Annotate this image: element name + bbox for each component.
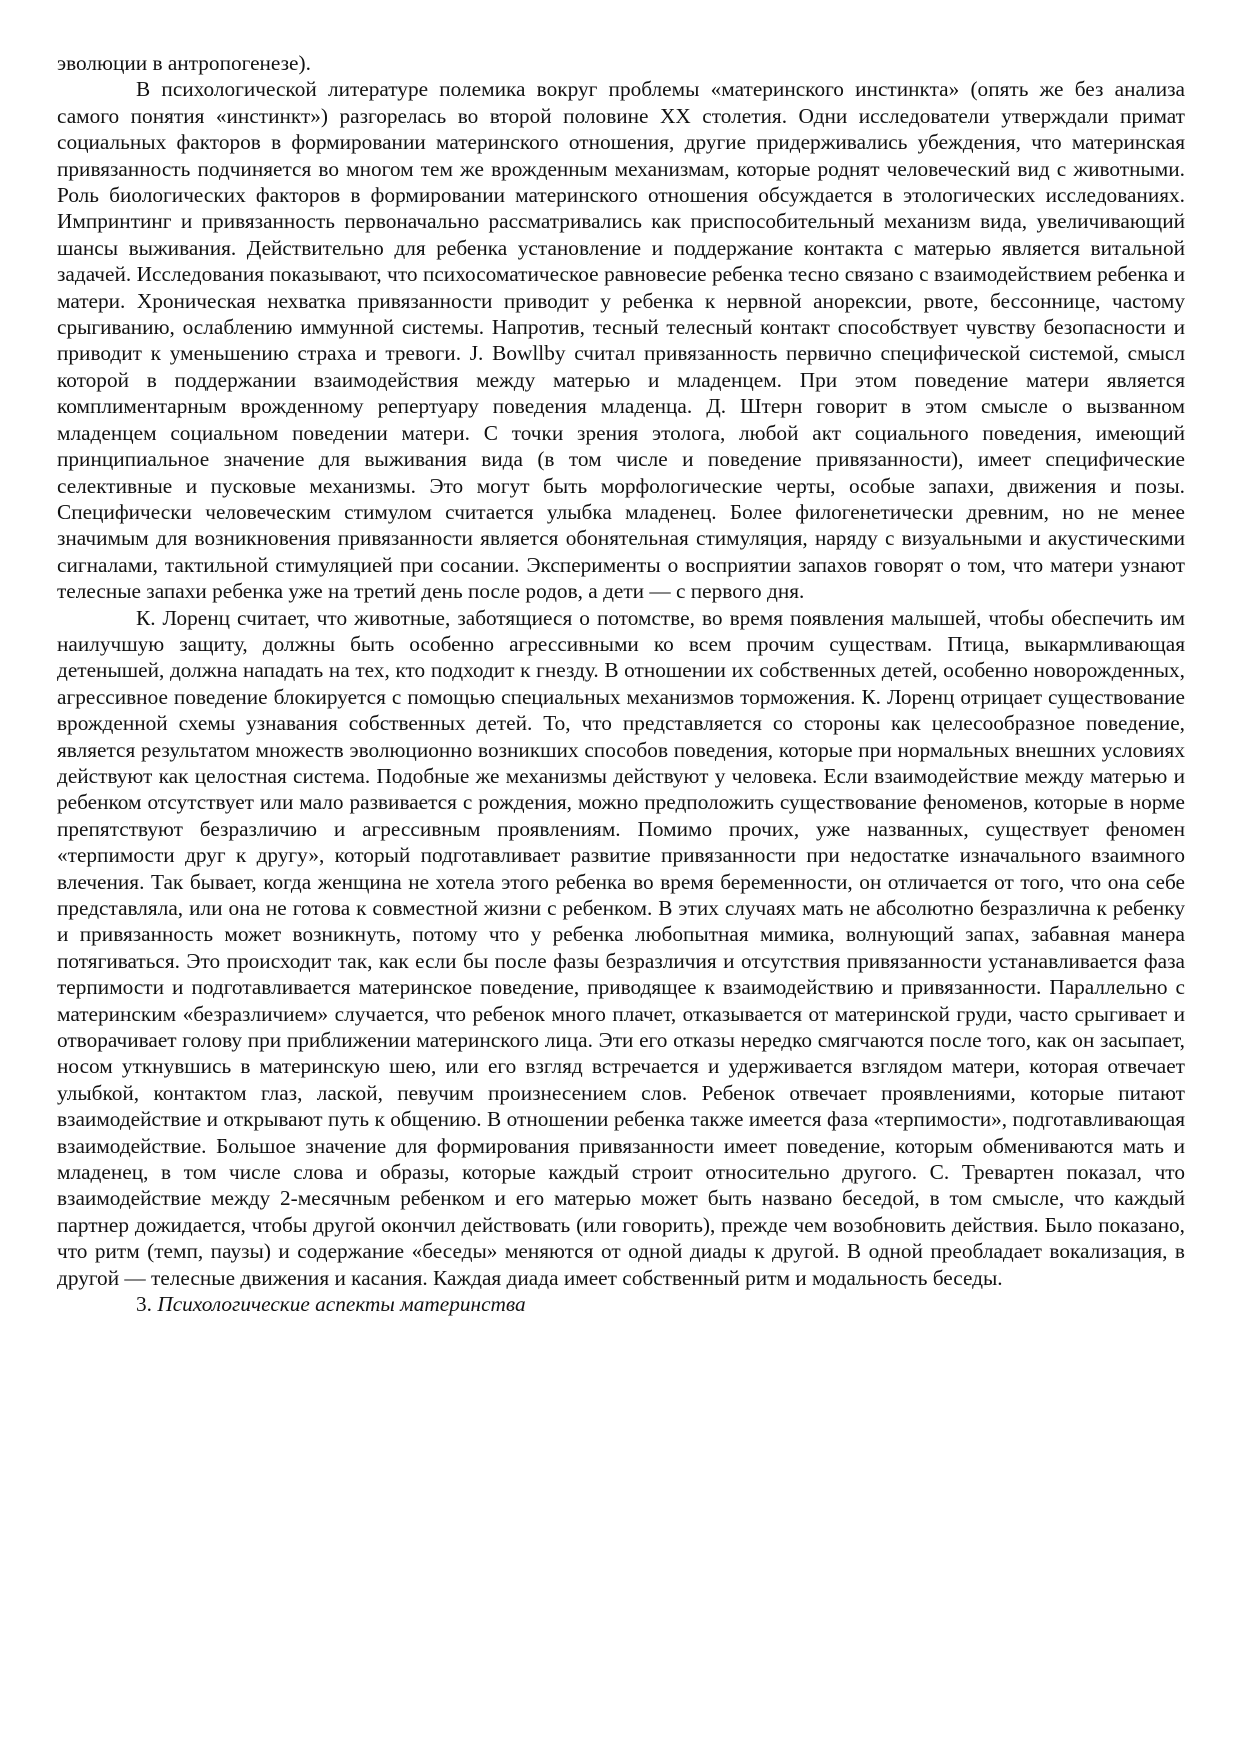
section-heading — [57, 1291, 1185, 1317]
section-number: 3. — [136, 1292, 152, 1317]
document-body — [57, 50, 1185, 1318]
paragraph-2: В психологической литературе полемика вокруг проблемы «материнского инстинкта» (опять же без анализа самого понятия «инстинкт») разгорелась во второй половине XX столетия. Одни исследователи утверждали примат социальных факторов в формировании материнского отношения, другие придерживались убеждения, что материнская привязанность подчиняется во многом тем же врожденным механизмам, которые роднят человеческий вид с животными. Роль биологических факторов в формировании материнского отношения обсуждается в этологических исследованиях. Импринтинг и привязанность первоначально рассматривались как приспособительный механизм вида, увеличивающий шансы выживания. Действительно для ребенка установление и поддержание контакта с матерью является витальной задачей. Исследования показывают, что психосоматическое равновесие ребенка тесно связано с взаимодействием ребенка и матери. Хроническая нехватка привязанности приводит у ребенка к нервной анорексии, рвоте, бессоннице, частому срыгиванию, ослаблению иммунной системы. Напротив, тесный телесный контакт способствует чувству безопасности и приводит к уменьшению страха и тревоги. J. Bowllby считал привязанность первично специфической системой, смысл которой в поддержании взаимодействия между матерью и младенцем. При этом поведение матери является комплиментарным врожденному репертуару поведения младенца. Д. Штерн говорит в этом смысле о вызванном младенцем социальном поведении матери. С точки зрения этолога, любой акт социального поведения, имеющий принципиальное значение для выживания вида (в том числе и поведение привязанности), имеет специфические селективные и пусковые механизмы. Это могут быть морфологические черты, особые запахи, движения и позы. Специфически человеческим стимулом считается улыбка младенец. Более филогенетически древним, но не менее значимым для возникновения привязанности является обонятельная стимуляция, наряду с визуальными и акустическими сигналами, тактильной стимуляцией при сосании. Эксперименты о восприятии запахов говорят о том, что матери узнают телесные запахи ребенка уже на третий день после родов, а дети — с первого дня. — [57, 77, 1185, 604]
section-title: Психологические аспекты материнства — [157, 1292, 526, 1317]
paragraph-1: эволюции в антропогенезе). — [57, 51, 311, 75]
paragraph-3: К. Лоренц считает, что животные, заботящиеся о потомстве, во время появления малышей, чтобы обеспечить им наилучшую защиту, должны быть особенно агрессивными ко всем прочим существам. Птица, выкармливающая детенышей, должна нападать на тех, кто подходит к гнезду. В отношении их собственных детей, особенно новорожденных, агрессивное поведение блокируется с помощью специальных механизмов торможения. К. Лоренц отрицает существование врожденной схемы узнавания собственных детей. То, что представляется со стороны как целесообразное поведение, является результатом множеств эволюционно возникших способов поведения, которые при нормальных внешних условиях действуют как целостная система. Подобные же механизмы действуют у человека. Если взаимодействие между матерью и ребенком отсутствует или мало развивается с рождения, можно предположить существование феноменов, которые в норме препятствуют безразличию и агрессивным проявлениям. Помимо прочих, уже названных, существует феномен «терпимости друг к другу», который подготавливает развитие привязанности при недостатке изначального взаимного влечения. Так бывает, когда женщина не хотела этого ребенка во время беременности, он отличается от того, что она себе представляла, или она не готова к совместной жизни с ребенком. В этих случаях мать не абсолютно безразлична к ребенку и привязанность может возникнуть, потому что у ребенка любопытная мимика, волнующий запах, забавная манера потягиваться. Это происходит так, как если бы после фазы безразличия и отсутствия привязанности устанавливается фаза терпимости и подготавливается материнское поведение, приводящее к взаимодействию и привязанности. Параллельно с материнским «безразличием» случается, что ребенок много плачет, отказывается от материнской груди, часто срыгивает и отворачивает голову при приближении материнского лица. Эти его отказы нередко смягчаются после того, как он засыпает, носом уткнувшись в материнскую шею, или его взгляд встречается и удерживается взглядом матери, которая отвечает улыбкой, контактом глаз, лаской, певучим произнесением слов. Ребенок отвечает проявлениями, которые питают взаимодействие и открывают путь к общению. В отношении ребенка также имеется фаза «терпимости», подготавливающая взаимодействие. Большое значение для формирования привязанности имеет поведение, которым обмениваются мать и младенец, в том числе слова и образы, которые каждый строит относительно другого. С. Тревартен показал, что взаимодействие между 2-месячным ребенком и его матерью может быть названо беседой, в том смысле, что каждый партнер дожидается, чтобы другой окончил действовать (или говорить), прежде чем возобновить действия. Было показано, что ритм (темп, паузы) и содержание «беседы» меняются от одной диады к другой. В одной преобладает вокализация, в другой — телесные движения и касания. Каждая диада имеет собственный ритм и модальность беседы. — [57, 605, 1185, 1290]
